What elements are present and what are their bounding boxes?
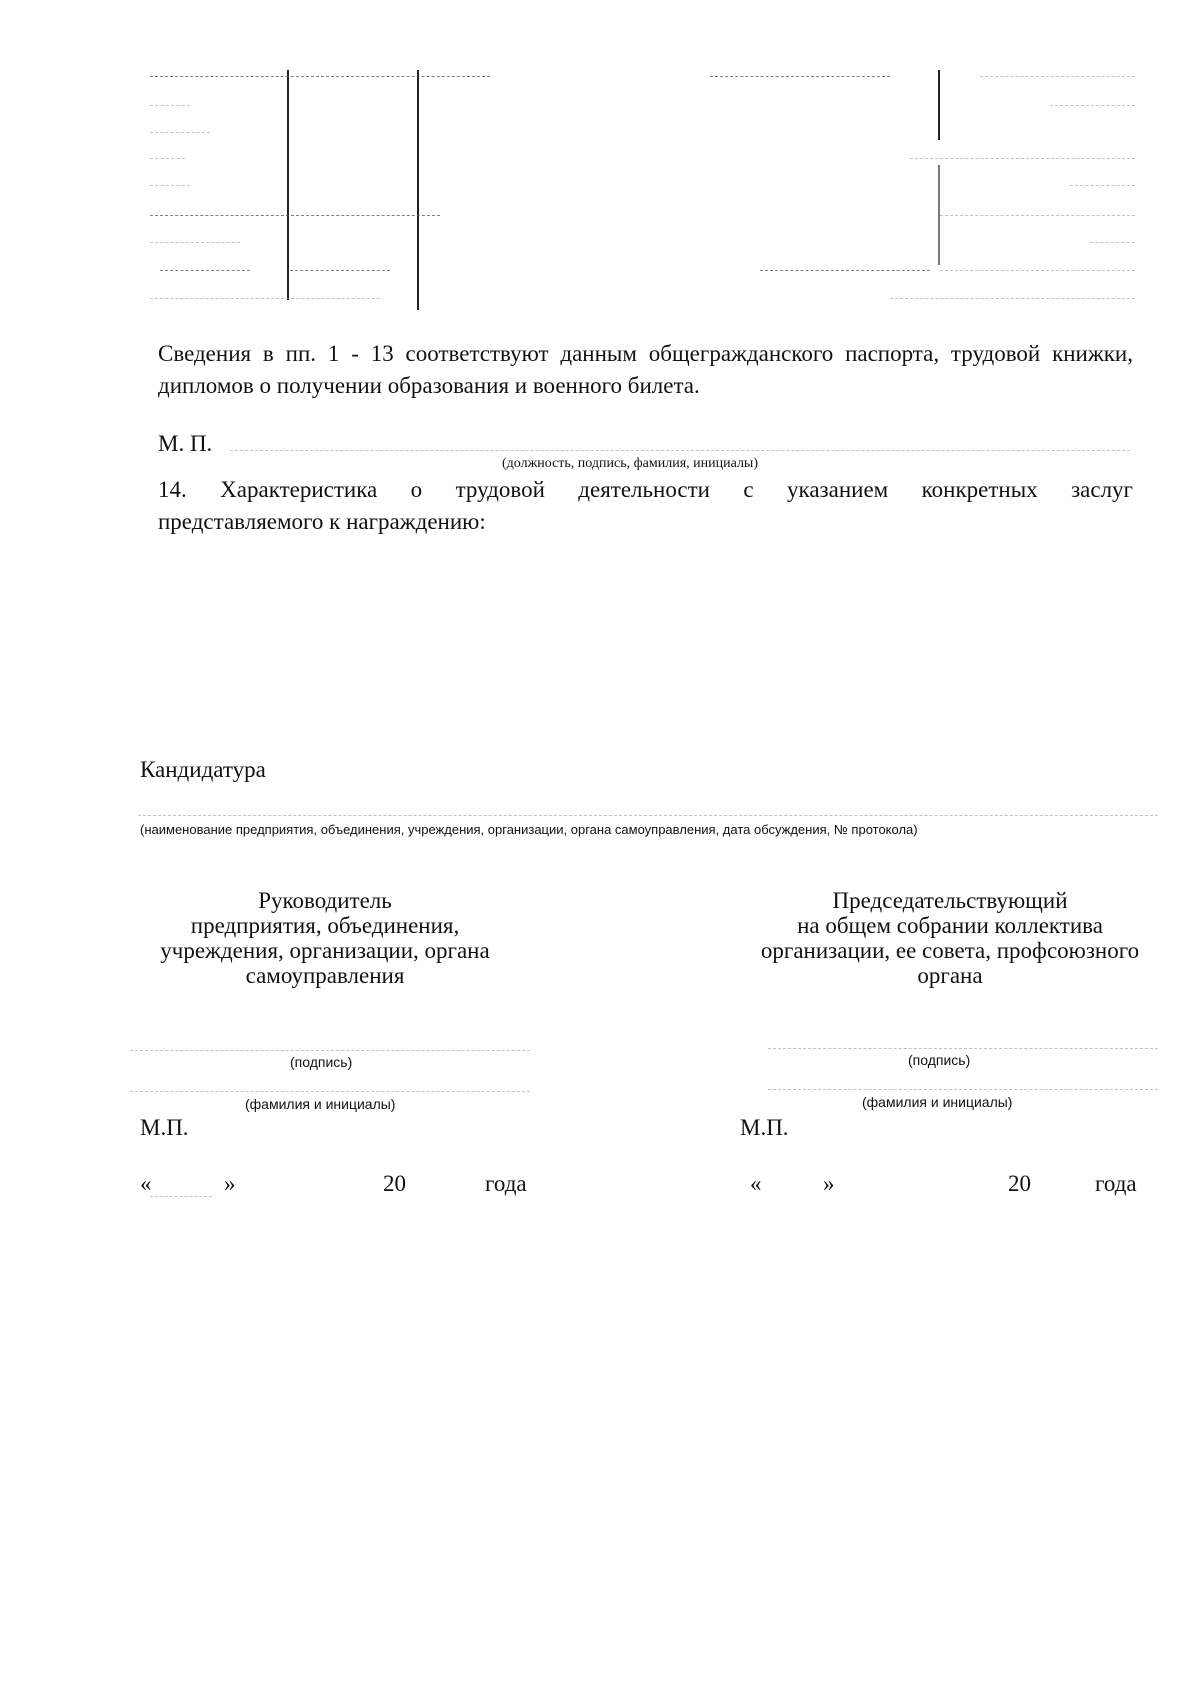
right-title-line: организации, ее совета, профсоюзного: [760, 938, 1140, 963]
item14-heading-line1: 14. Характеристика о трудовой деятельности с указанием конкретных заслуг: [158, 477, 1133, 502]
right-name-caption: (фамилия и инициалы): [862, 1094, 1013, 1110]
left-name-line: [130, 1091, 530, 1093]
seal-label: М. П.: [158, 431, 213, 456]
table-row-line: [890, 298, 1135, 300]
table-row-line: [150, 242, 240, 244]
table-column-divider: [287, 70, 289, 300]
signature-line: [230, 450, 1130, 452]
candidacy-line: [138, 815, 1158, 817]
right-title-line: Председательствующий: [832, 888, 1068, 913]
table-row-line: [760, 270, 930, 272]
right-date-open-quote: «: [750, 1171, 762, 1196]
certification-text-line1: Сведения в пп. 1 - 13 соответствуют данным общегражданского паспорта, трудовой книжки,: [158, 341, 1133, 366]
left-date-close-quote: »: [224, 1171, 236, 1196]
left-title-line: Руководитель: [258, 888, 392, 913]
right-name-line: [768, 1089, 1158, 1091]
signature-caption: (должность, подпись, фамилия, инициалы): [501, 456, 759, 471]
right-signatory-title: [750, 888, 1150, 988]
left-name-caption: (фамилия и инициалы): [245, 1096, 396, 1112]
table-row-line: [150, 76, 490, 78]
left-title-line: предприятия, объединения,: [190, 913, 460, 938]
table-row-line: [290, 270, 390, 272]
left-year-prefix: 20: [383, 1171, 406, 1196]
table-row-line: [980, 76, 1135, 78]
table-row-line: [1050, 105, 1135, 107]
certification-text-line2: дипломов о получении образования и военного билета.: [158, 373, 700, 398]
right-signature-caption: (подпись): [908, 1052, 971, 1068]
left-title-line: учреждения, организации, органа: [160, 938, 490, 963]
left-date-open-quote: «: [140, 1171, 152, 1196]
left-title-line: самоуправления: [245, 963, 405, 988]
table-row-line: [160, 270, 250, 272]
table-row-line: [150, 185, 190, 187]
item14-heading-line2: представляемого к награждению:: [158, 509, 486, 534]
left-signature-line: [130, 1050, 530, 1052]
left-seal-label: М.П.: [140, 1115, 189, 1140]
right-year-prefix: 20: [1008, 1171, 1031, 1196]
table-row-line: [910, 158, 1135, 160]
right-year-word: года: [1095, 1171, 1137, 1196]
right-seal-label: М.П.: [740, 1115, 789, 1140]
table-row-line: [150, 215, 440, 217]
table-row-line: [940, 215, 1135, 217]
left-year-word: года: [485, 1171, 527, 1196]
table-row-line: [150, 298, 380, 300]
right-date-close-quote: »: [823, 1171, 835, 1196]
candidacy-label: Кандидатура: [140, 757, 266, 782]
left-day-line: [150, 1196, 212, 1198]
faint-table: [150, 70, 1135, 310]
right-title-line: на общем собрании коллектива: [797, 913, 1103, 938]
table-row-line: [710, 76, 890, 78]
right-title-line: органа: [917, 963, 983, 988]
table-row-line: [1090, 242, 1135, 244]
table-row-line: [150, 132, 210, 134]
table-row-line: [150, 105, 190, 107]
right-signature-line: [768, 1048, 1158, 1050]
table-row-line: [150, 158, 185, 160]
left-signature-caption: (подпись): [290, 1054, 353, 1070]
table-row-line: [1070, 185, 1135, 187]
left-signatory-title: [150, 888, 500, 988]
table-column-divider: [417, 70, 419, 310]
table-row-line: [940, 270, 1135, 272]
candidacy-caption: (наименование предприятия, объединения, учреждения, организации, органа самоуправления, дата обсуждения, № протокола): [140, 822, 918, 837]
table-column-divider: [938, 70, 940, 140]
